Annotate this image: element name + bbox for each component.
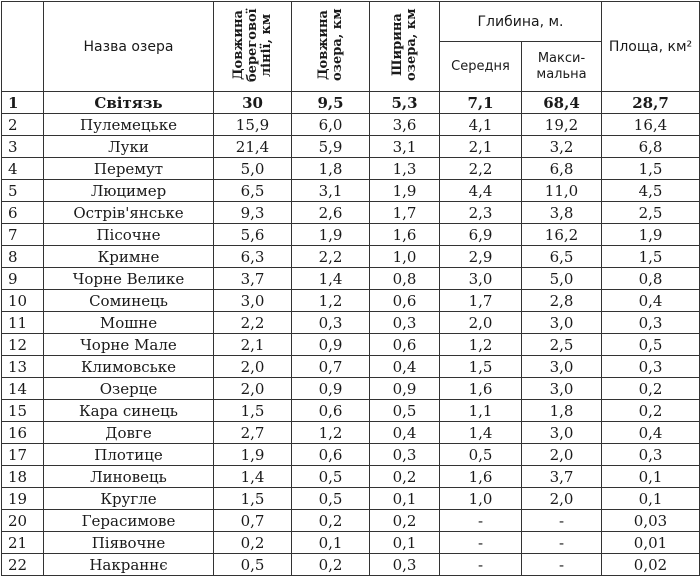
table-row [2,290,700,312]
cell-shoreline-length: 15,9 [214,114,292,136]
cell-depth-mean: 1,6 [440,466,522,488]
cell-shoreline-length: 6,5 [214,180,292,202]
cell-lake-name: Довге [44,422,214,444]
cell-depth-max: 3,7 [522,466,602,488]
cell-lake-name: Линовець [44,466,214,488]
cell-lake-length: 0,3 [292,312,370,334]
cell-shoreline-length: 2,1 [214,334,292,356]
cell-depth-max: 16,2 [522,224,602,246]
cell-index: 16 [2,422,44,444]
cell-width: 1,0 [370,246,440,268]
table-row [2,378,700,400]
cell-area: 0,03 [602,510,700,532]
table-body [2,92,700,576]
cell-lake-length: 1,9 [292,224,370,246]
cell-lake-name: Кара синець [44,400,214,422]
cell-index: 6 [2,202,44,224]
cell-index: 18 [2,466,44,488]
cell-shoreline-length: 0,7 [214,510,292,532]
cell-shoreline-length: 30 [214,92,292,114]
cell-shoreline-length: 1,5 [214,488,292,510]
cell-width: 0,5 [370,400,440,422]
cell-area: 0,4 [602,290,700,312]
cell-depth-max: 3,0 [522,356,602,378]
cell-lake-name: Мошне [44,312,214,334]
header-shoreline-length [214,2,292,92]
cell-width: 0,6 [370,334,440,356]
table-row [2,554,700,576]
cell-depth-max: 19,2 [522,114,602,136]
cell-lake-length: 1,2 [292,422,370,444]
cell-lake-name: Климовське [44,356,214,378]
cell-shoreline-length: 5,6 [214,224,292,246]
cell-depth-mean: 1,7 [440,290,522,312]
cell-index: 10 [2,290,44,312]
cell-depth-mean: 2,2 [440,158,522,180]
cell-width: 0,6 [370,290,440,312]
cell-lake-name: Чорне Мале [44,334,214,356]
cell-width: 0,8 [370,268,440,290]
cell-depth-max: - [522,554,602,576]
table-row [2,422,700,444]
cell-depth-max: 11,0 [522,180,602,202]
cell-index: 3 [2,136,44,158]
cell-width: 0,3 [370,444,440,466]
cell-index: 21 [2,532,44,554]
cell-depth-mean: 4,4 [440,180,522,202]
cell-index: 7 [2,224,44,246]
cell-width: 1,6 [370,224,440,246]
cell-depth-mean: 1,0 [440,488,522,510]
cell-depth-max: 3,0 [522,378,602,400]
cell-width: 0,3 [370,554,440,576]
cell-lake-name: Озерце [44,378,214,400]
cell-area: 16,4 [602,114,700,136]
cell-lake-length: 0,9 [292,378,370,400]
cell-lake-name: Кримне [44,246,214,268]
cell-lake-name: Острів'янське [44,202,214,224]
cell-width: 3,1 [370,136,440,158]
cell-lake-name: Луки [44,136,214,158]
cell-depth-mean: - [440,510,522,532]
header-lake-length [292,2,370,92]
cell-depth-mean: 6,9 [440,224,522,246]
cell-depth-mean: 2,9 [440,246,522,268]
cell-area: 1,9 [602,224,700,246]
cell-lake-length: 0,6 [292,400,370,422]
cell-lake-length: 0,6 [292,444,370,466]
cell-shoreline-length: 1,5 [214,400,292,422]
table-row [2,92,700,114]
table-row [2,114,700,136]
cell-index: 8 [2,246,44,268]
header-shoreline-length-label: Довжина берегової лінії, км [230,7,274,82]
table-header [2,2,700,92]
cell-depth-max: 68,4 [522,92,602,114]
cell-lake-name: Чорне Велике [44,268,214,290]
cell-index: 5 [2,180,44,202]
table-row [2,202,700,224]
cell-area: 0,01 [602,532,700,554]
cell-lake-name: Соминець [44,290,214,312]
cell-width: 0,2 [370,466,440,488]
table-row [2,356,700,378]
cell-area: 0,3 [602,444,700,466]
cell-depth-mean: 2,0 [440,312,522,334]
cell-lake-name: Піявочне [44,532,214,554]
cell-lake-length: 0,2 [292,554,370,576]
cell-shoreline-length: 9,3 [214,202,292,224]
cell-shoreline-length: 1,9 [214,444,292,466]
cell-depth-mean: 1,6 [440,378,522,400]
table-row [2,334,700,356]
cell-area: 0,4 [602,422,700,444]
cell-depth-max: 3,2 [522,136,602,158]
cell-depth-max: - [522,532,602,554]
cell-lake-length: 1,2 [292,290,370,312]
cell-depth-mean: 1,1 [440,400,522,422]
cell-width: 0,4 [370,422,440,444]
header-lake-length-label: Довжина озера, км [315,8,345,81]
cell-lake-name: Накраннє [44,554,214,576]
cell-lake-length: 0,2 [292,510,370,532]
table-row [2,312,700,334]
cell-lake-name: Кругле [44,488,214,510]
cell-depth-max: 3,8 [522,202,602,224]
cell-index: 17 [2,444,44,466]
cell-depth-max: 2,0 [522,488,602,510]
cell-lake-length: 2,2 [292,246,370,268]
cell-index: 1 [2,92,44,114]
cell-lake-name: Пісочне [44,224,214,246]
cell-depth-max: 3,0 [522,312,602,334]
cell-shoreline-length: 2,0 [214,356,292,378]
cell-lake-length: 1,8 [292,158,370,180]
cell-index: 22 [2,554,44,576]
cell-depth-mean: 0,5 [440,444,522,466]
cell-width: 1,3 [370,158,440,180]
header-width-label: Ширина озера, км [389,8,419,81]
cell-lake-name: Світязь [44,92,214,114]
cell-lake-name: Герасимове [44,510,214,532]
cell-width: 0,9 [370,378,440,400]
table-row [2,488,700,510]
cell-lake-name: Пулемецьке [44,114,214,136]
cell-shoreline-length: 0,5 [214,554,292,576]
cell-depth-mean: - [440,532,522,554]
cell-lake-name: Перемут [44,158,214,180]
cell-lake-name: Люцимер [44,180,214,202]
cell-depth-mean: 1,4 [440,422,522,444]
cell-depth-max: 1,8 [522,400,602,422]
cell-lake-length: 2,6 [292,202,370,224]
cell-area: 1,5 [602,246,700,268]
cell-shoreline-length: 3,0 [214,290,292,312]
cell-lake-length: 5,9 [292,136,370,158]
header-depth: Глибина, м. [440,2,602,42]
cell-depth-max: - [522,510,602,532]
cell-depth-mean: - [440,554,522,576]
cell-area: 0,3 [602,312,700,334]
cell-depth-mean: 4,1 [440,114,522,136]
cell-depth-mean: 1,5 [440,356,522,378]
cell-area: 0,02 [602,554,700,576]
cell-area: 2,5 [602,202,700,224]
cell-shoreline-length: 0,2 [214,532,292,554]
cell-area: 6,8 [602,136,700,158]
cell-lake-length: 3,1 [292,180,370,202]
cell-depth-max: 2,0 [522,444,602,466]
cell-width: 1,9 [370,180,440,202]
cell-index: 19 [2,488,44,510]
cell-shoreline-length: 5,0 [214,158,292,180]
cell-lake-length: 9,5 [292,92,370,114]
cell-width: 5,3 [370,92,440,114]
cell-shoreline-length: 6,3 [214,246,292,268]
table-row [2,224,700,246]
cell-lake-length: 6,0 [292,114,370,136]
cell-shoreline-length: 1,4 [214,466,292,488]
header-depth-max: Макси-мальна [522,42,602,92]
table-row [2,510,700,532]
cell-lake-length: 0,1 [292,532,370,554]
cell-depth-mean: 2,1 [440,136,522,158]
table-row [2,268,700,290]
table-row [2,158,700,180]
cell-lake-name: Плотице [44,444,214,466]
cell-area: 0,8 [602,268,700,290]
cell-index: 2 [2,114,44,136]
table-row [2,136,700,158]
cell-index: 12 [2,334,44,356]
cell-area: 0,5 [602,334,700,356]
cell-index: 15 [2,400,44,422]
cell-width: 0,2 [370,510,440,532]
cell-area: 1,5 [602,158,700,180]
table-row [2,466,700,488]
cell-index: 14 [2,378,44,400]
cell-depth-max: 3,0 [522,422,602,444]
cell-area: 0,1 [602,488,700,510]
cell-index: 13 [2,356,44,378]
cell-area: 4,5 [602,180,700,202]
table-row [2,532,700,554]
header-index [2,2,44,92]
header-width [370,2,440,92]
cell-area: 28,7 [602,92,700,114]
cell-depth-max: 5,0 [522,268,602,290]
cell-area: 0,2 [602,378,700,400]
cell-depth-max: 6,5 [522,246,602,268]
table-row [2,246,700,268]
cell-index: 4 [2,158,44,180]
cell-width: 0,3 [370,312,440,334]
cell-shoreline-length: 2,0 [214,378,292,400]
header-area: Площа, км² [602,2,700,92]
cell-depth-mean: 1,2 [440,334,522,356]
cell-lake-length: 1,4 [292,268,370,290]
cell-depth-max: 2,8 [522,290,602,312]
lakes-table [1,1,700,576]
cell-width: 0,1 [370,532,440,554]
cell-lake-length: 0,9 [292,334,370,356]
cell-index: 11 [2,312,44,334]
table-row [2,444,700,466]
cell-area: 0,3 [602,356,700,378]
cell-depth-mean: 3,0 [440,268,522,290]
table-row [2,400,700,422]
cell-depth-max: 2,5 [522,334,602,356]
table-row [2,180,700,202]
cell-width: 0,4 [370,356,440,378]
cell-width: 0,1 [370,488,440,510]
cell-shoreline-length: 21,4 [214,136,292,158]
cell-shoreline-length: 3,7 [214,268,292,290]
cell-lake-length: 0,7 [292,356,370,378]
cell-shoreline-length: 2,2 [214,312,292,334]
cell-index: 20 [2,510,44,532]
cell-lake-length: 0,5 [292,466,370,488]
cell-lake-length: 0,5 [292,488,370,510]
cell-area: 0,2 [602,400,700,422]
header-name: Назва озера [44,2,214,92]
cell-width: 1,7 [370,202,440,224]
cell-index: 9 [2,268,44,290]
cell-width: 3,6 [370,114,440,136]
cell-shoreline-length: 2,7 [214,422,292,444]
cell-depth-mean: 2,3 [440,202,522,224]
header-depth-mean: Середня [440,42,522,92]
cell-depth-mean: 7,1 [440,92,522,114]
cell-area: 0,1 [602,466,700,488]
cell-depth-max: 6,8 [522,158,602,180]
